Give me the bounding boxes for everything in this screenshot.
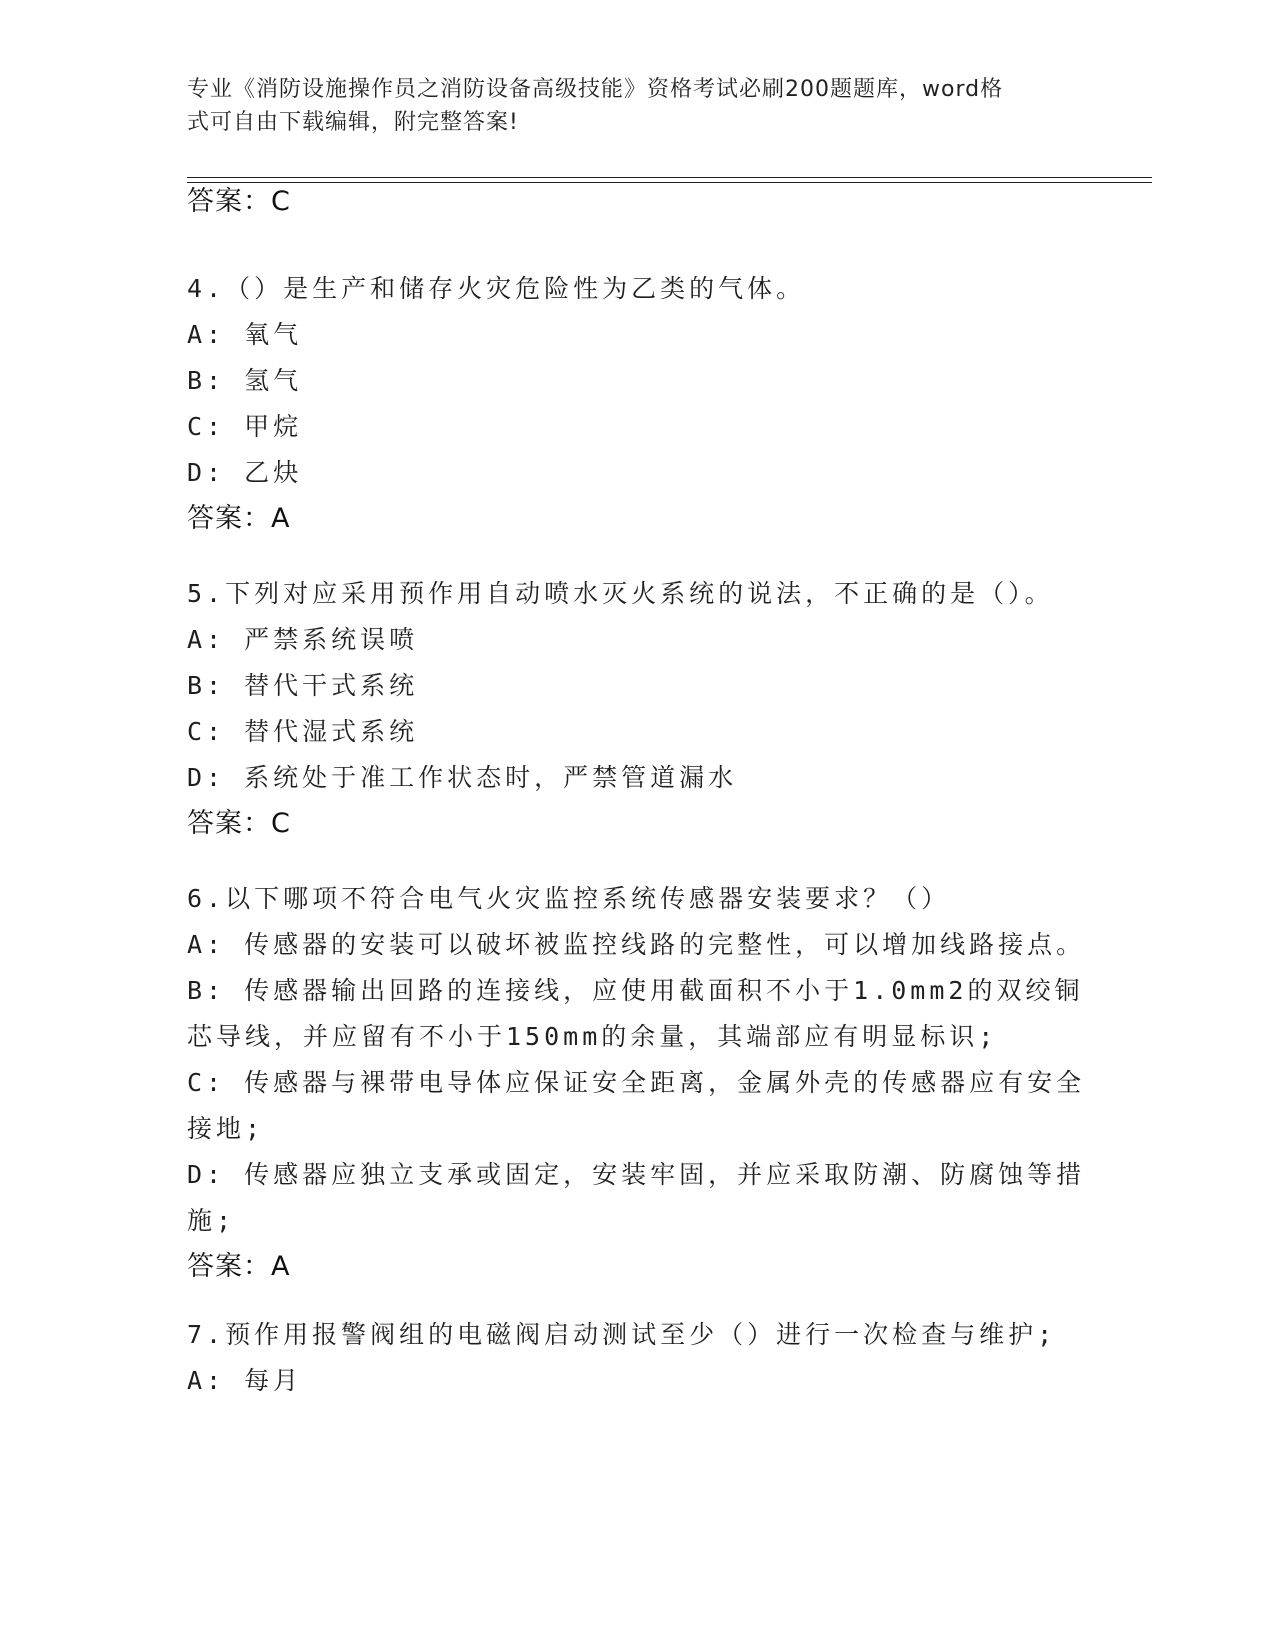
question-7 (187, 1312, 1087, 1404)
option-a: A: 氧气 (187, 320, 303, 349)
question-4 (187, 266, 1087, 542)
option-a: A: 严禁系统误喷 (187, 625, 419, 654)
answer-label: 答案：A (187, 503, 291, 534)
option-d: D: 系统处于准工作状态时，严禁管道漏水 (187, 763, 738, 792)
option-d: D: 传感器应独立支承或固定，安装牢固，并应采取防潮、防腐蚀等措 (187, 1160, 1086, 1189)
header-line-1: 专业《消防设施操作员之消防设备高级技能》资格考试必刷200题题库，word格 (187, 77, 1004, 102)
option-c-continued: 接地; (187, 1114, 265, 1143)
option-c: C: 甲烷 (187, 412, 303, 441)
question-stem: 7.预作用报警阀组的电磁阀启动测试至少（）进行一次检查与维护; (187, 1320, 1057, 1349)
option-c: C: 替代湿式系统 (187, 717, 419, 746)
previous-answer-block (187, 179, 1087, 225)
question-stem: 5.下列对应采用预作用自动喷水灭火系统的说法，不正确的是（）。 (187, 579, 1054, 608)
question-stem: 6.以下哪项不符合电气火灾监控系统传感器安装要求？（） (187, 884, 951, 913)
option-c: C: 传感器与裸带电导体应保证安全距离，金属外壳的传感器应有安全 (187, 1068, 1086, 1097)
document-header (187, 73, 1067, 139)
option-d: D: 乙炔 (187, 458, 303, 487)
option-a: A: 传感器的安装可以破坏被监控线路的完整性，可以增加线路接点。 (187, 930, 1086, 959)
option-b: B: 替代干式系统 (187, 671, 419, 700)
question-6 (187, 876, 1087, 1290)
answer-label: 答案：C (187, 808, 291, 839)
option-a: A: 每月 (187, 1366, 303, 1395)
option-b-continued: 芯导线，并应留有不小于150mm的余量，其端部应有明显标识; (187, 1022, 998, 1051)
question-stem: 4.（）是生产和储存火灾危险性为乙类的气体。 (187, 274, 806, 303)
option-b: B: 氢气 (187, 366, 303, 395)
answer-label: 答案：A (187, 1251, 291, 1282)
option-d-continued: 施; (187, 1206, 236, 1235)
question-5 (187, 571, 1087, 847)
option-b: B: 传感器输出回路的连接线，应使用截面积不小于1.0mm2的双绞铜 (187, 976, 1084, 1005)
answer-label: 答案：C (187, 186, 291, 217)
header-divider-top (187, 177, 1152, 178)
header-line-2: 式可自由下载编辑，附完整答案! (187, 110, 519, 135)
